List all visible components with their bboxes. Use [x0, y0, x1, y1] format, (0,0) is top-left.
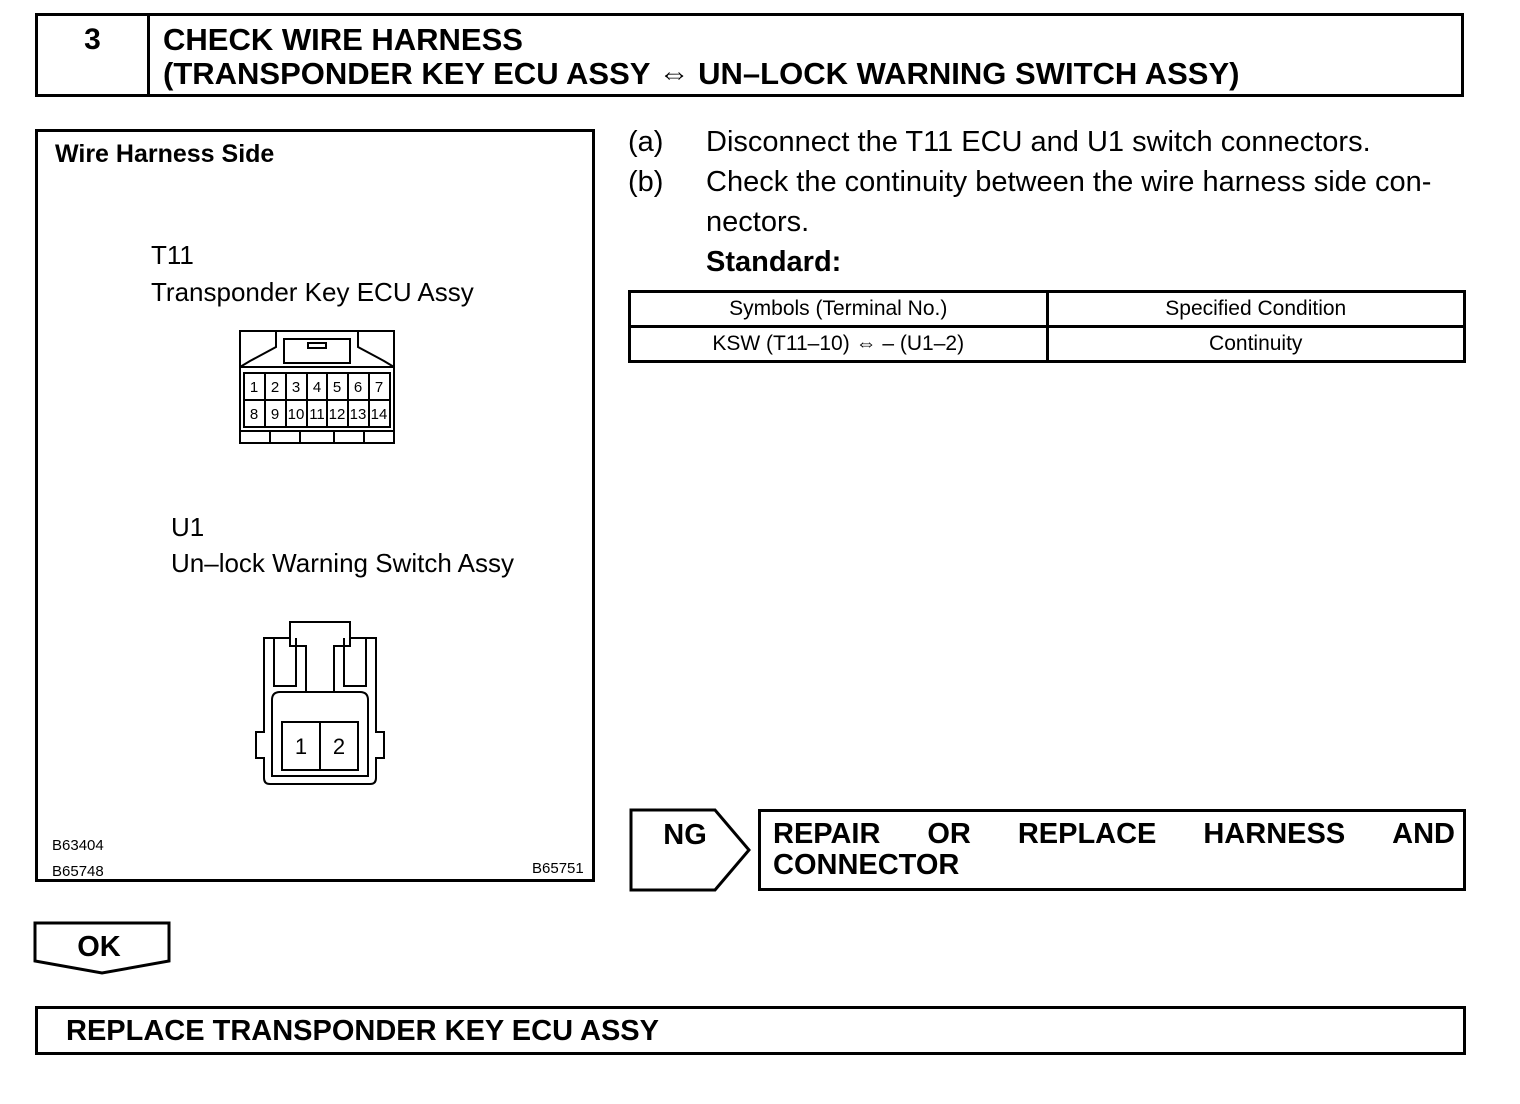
ng-result-word: REPLACE: [1017, 818, 1157, 850]
table-cell: Continuity: [1047, 327, 1465, 362]
standard-table: [628, 290, 1466, 363]
t11-name: Transponder Key ECU Assy: [151, 277, 474, 307]
t11-code: T11: [151, 240, 194, 270]
ok-arrow: [33, 921, 173, 977]
step-number: 3: [38, 16, 150, 94]
t11-pin-4: 4: [312, 379, 322, 396]
ng-result-box: [758, 809, 1466, 891]
table-cell: KSW (T11–10) ⇔ – (U1–2): [630, 327, 1048, 362]
figure-code-3: B65751: [532, 860, 584, 877]
t11-pin-2: 2: [270, 379, 280, 396]
ng-result-word: AND: [1392, 818, 1455, 850]
ng-result-line1: [773, 818, 1455, 851]
ng-result-word: HARNESS: [1203, 818, 1346, 850]
ok-result-box: [35, 1006, 1466, 1055]
ng-result-word: OR: [927, 818, 971, 850]
ng-arrow: [629, 808, 753, 894]
step-a-label: (a): [628, 126, 664, 158]
t11-pin-7: 7: [374, 379, 384, 396]
step-title-line1: CHECK WIRE HARNESS: [163, 22, 523, 57]
figure-heading: Wire Harness Side: [55, 140, 275, 168]
step-b-text-line1: Check the continuity between the wire harness side con-: [706, 166, 1432, 198]
wire-harness-figure: [35, 129, 595, 882]
table-header-cell: Specified Condition: [1047, 292, 1465, 327]
t11-pin-8: 8: [249, 406, 259, 423]
figure-code-1: B63404: [52, 837, 104, 854]
u1-pin-1: 1: [294, 734, 308, 759]
u1-connector-diagram: [250, 618, 392, 790]
ok-result-text: REPLACE TRANSPONDER KEY ECU ASSY: [66, 1015, 659, 1047]
t11-pin-14: 14: [370, 406, 388, 423]
t11-pin-1: 1: [249, 379, 259, 396]
u1-pin-2: 2: [332, 734, 346, 759]
t11-pin-3: 3: [291, 379, 301, 396]
t11-pin-10: 10: [287, 406, 305, 423]
t11-pin-12: 12: [328, 406, 346, 423]
table-header-cell: Symbols (Terminal No.): [630, 292, 1048, 327]
ng-result-line2: CONNECTOR: [773, 849, 960, 881]
step-a-text: Disconnect the T11 ECU and U1 switch connectors.: [706, 126, 1371, 158]
ng-result-word: REPAIR: [773, 818, 881, 850]
table-header-row: [630, 292, 1465, 327]
t11-pin-13: 13: [349, 406, 367, 423]
step-b-label: (b): [628, 166, 664, 198]
standard-label: Standard:: [706, 246, 842, 278]
t11-pin-11: 11: [309, 406, 325, 423]
ok-label: OK: [77, 931, 121, 963]
t11-connector-diagram: [236, 327, 398, 447]
t11-pin-5: 5: [332, 379, 342, 396]
u1-name: Un–lock Warning Switch Assy: [171, 548, 514, 578]
step-header: [35, 13, 1464, 97]
u1-code: U1: [171, 512, 205, 542]
step-title-line2: (TRANSPONDER KEY ECU ASSY ⇔ UN–LOCK WARNING SWITCH ASSY): [163, 56, 1240, 91]
figure-code-2: B65748: [52, 863, 104, 880]
t11-pin-6: 6: [353, 379, 363, 396]
ng-label: NG: [663, 819, 707, 851]
table-row: [630, 327, 1465, 362]
step-b-text-line2: nectors.: [706, 206, 810, 238]
t11-pin-9: 9: [270, 406, 280, 423]
